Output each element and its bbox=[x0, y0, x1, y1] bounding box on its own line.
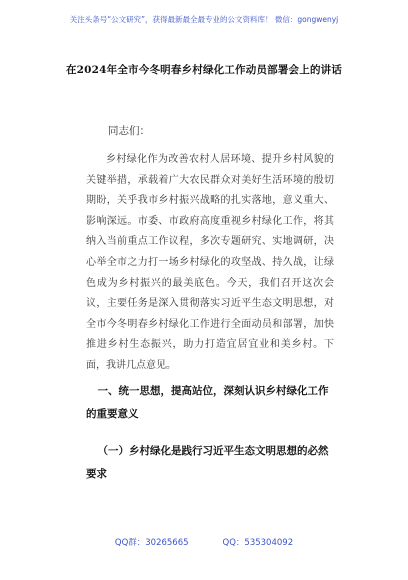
salutation: 同志们： bbox=[108, 125, 150, 137]
section-heading-1: 一、统一思想，提高站位，深刻认识乡村绿化工作的重要意义 bbox=[86, 385, 329, 420]
header-banner: 关注头条号“公文研究”，获得最新最全最专业的公文资料库！ 微信：gongwenyj bbox=[69, 15, 339, 24]
document-title: 在2024年全市今冬明春乡村绿化工作动员部署会上的讲话 bbox=[65, 64, 343, 76]
subsection-heading-1: （一）乡村绿化是践行习近平生态文明思想的必然要求 bbox=[86, 445, 329, 480]
footer-qq: QQ：535304092 bbox=[222, 538, 294, 548]
footer-contact bbox=[0, 536, 408, 548]
footer-qq-group: QQ群：30265665 bbox=[114, 538, 189, 548]
body-paragraph: 乡村绿化作为改善农村人居环境、提升乡村风貌的关键举措，承载着广大农民群众对美好生活环境的殷切期盼，关乎我市乡村振兴战略的扎实落地，意义重大、影响深远。市委、市政府高度重视乡村绿化工作，将其纳入当前重点工作议程，多次专题研究、实地调研，决心举全市之力打一场乡村绿化的攻坚战、持久战，让绿色成为乡村振兴的最美底色。今天，我们召开这次会议，主要任务是深入贯彻落实习近平生态文明思想，对全市今冬明春乡村绿化工作进行全面动员和部署，加快推进乡村生态振兴，助力打造宜居宜业和美乡村。下面，我讲几点意见。 bbox=[86, 154, 334, 371]
